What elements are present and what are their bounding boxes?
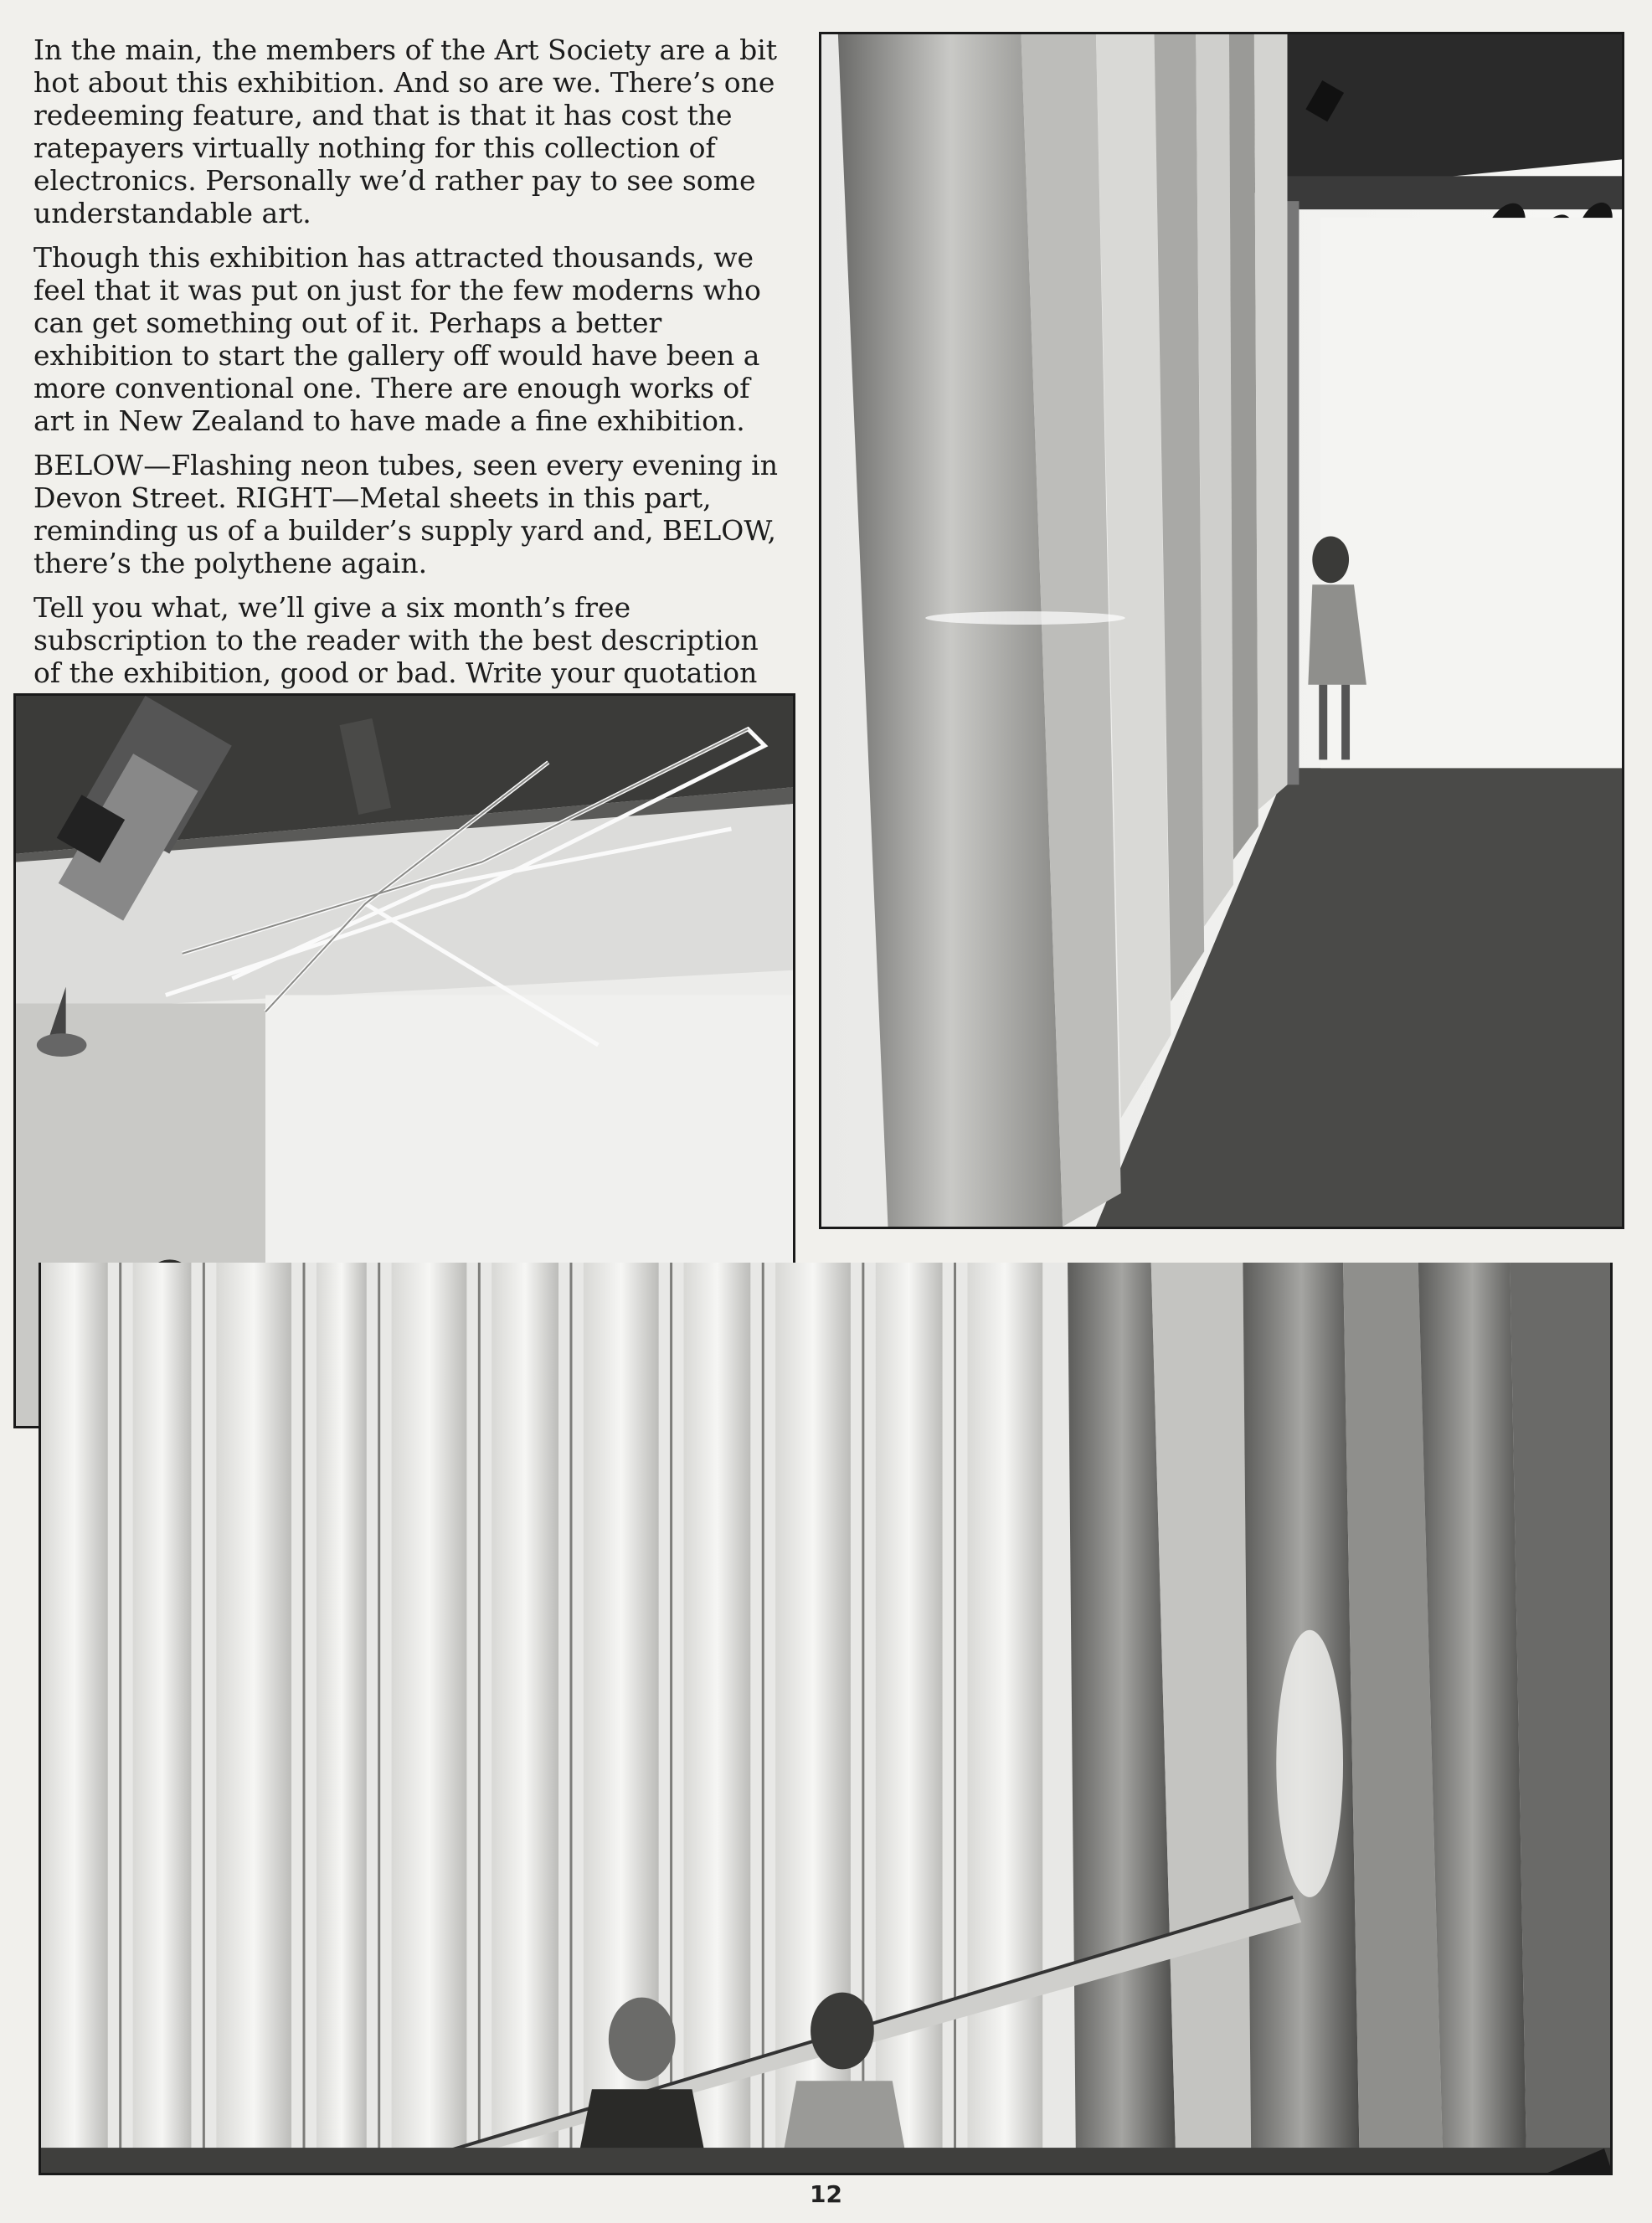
paragraph-1: In the main, the members of the Art Society are a bit hot about this exhibition. And so are we. There’s one redeeming feature, and that is that it has cost the ratepayers virtually nothing for this collection of electronics. Personally we’d rather pay to see some understandable art.	[33, 33, 778, 229]
corner-marker-icon	[1537, 2140, 1613, 2174]
paragraph-4: Tell you what, we’ll give a six month’s free subscription to the reader with the best description of the exhibition, good or bad. Write your quotation	[33, 591, 759, 689]
page-number: 12	[810, 2180, 842, 2208]
paragraph-2: Though this exhibition has attracted thousands, we feel that it was put on just for the few moderns who can get something out of it. Perhaps a better exhibition to start the gallery off would have been a more conventional one. There are enough works of art in New Zealand to have made a fine exhibition.	[33, 241, 761, 437]
metal-sheets-image	[821, 34, 1622, 1227]
polythene-strips-image	[41, 1263, 1610, 2173]
paragraph-3: BELOW—Flashing neon tubes, seen every evening in Devon Street. RIGHT—Metal sheets in this part, reminding us of a builder’s supply yard and, BELOW, there’s the polythene again.	[33, 449, 778, 579]
polythene-strips-photo	[39, 1263, 1613, 2175]
metal-sheets-photo	[819, 32, 1624, 1229]
article-text	[33, 33, 787, 733]
